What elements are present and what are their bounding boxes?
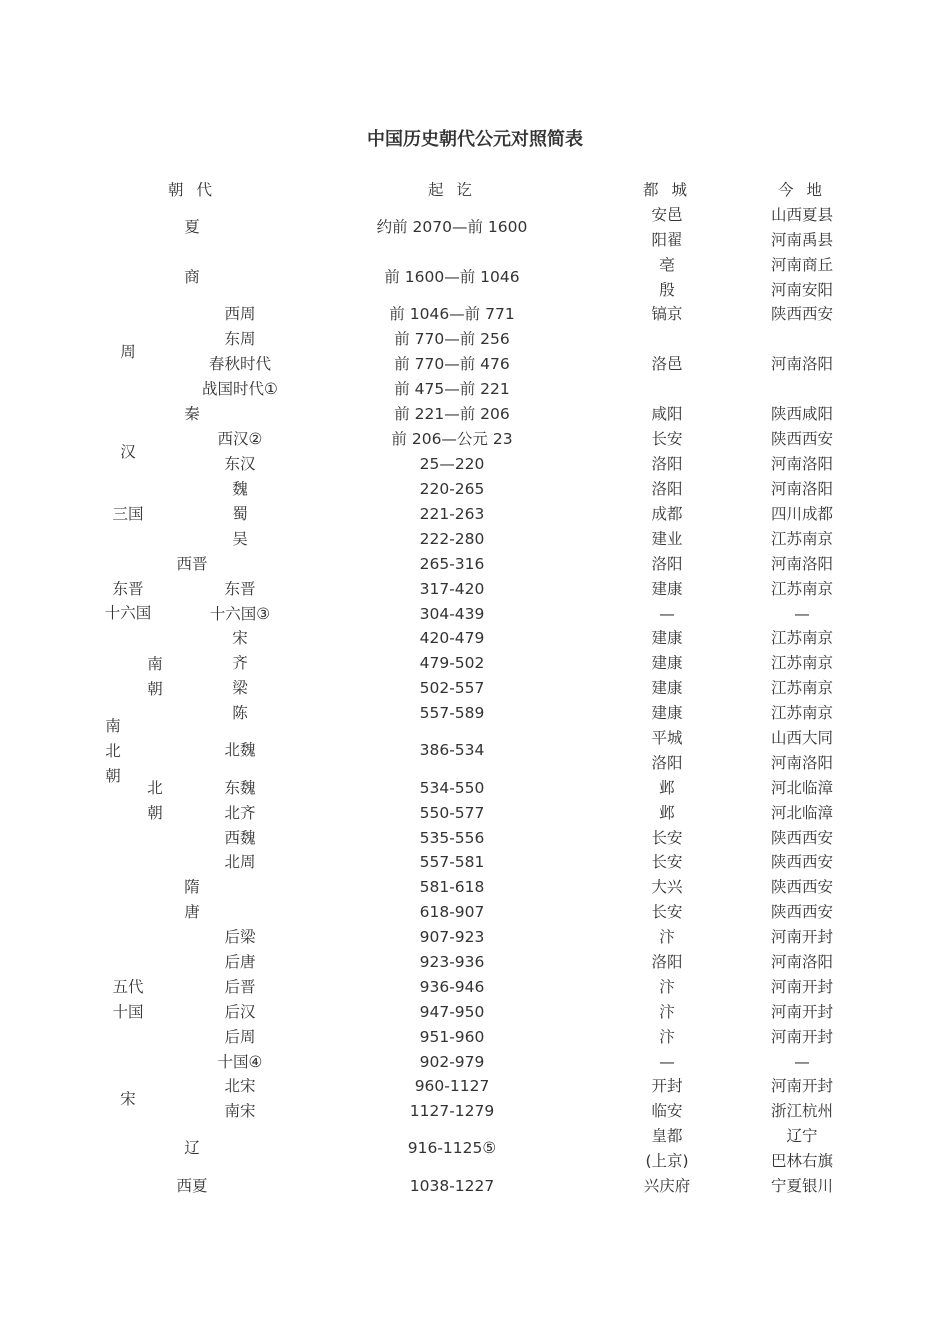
modern-location: 河南禹县 — [770, 230, 834, 249]
modern-location: 河南开封 — [770, 1077, 834, 1095]
dynasty-period: 947-950 — [419, 1003, 485, 1021]
capital-city: 邺 — [659, 804, 675, 822]
dynasty-period: 916-1125⑤ — [407, 1139, 497, 1157]
dynasty-name: 东汉 — [224, 455, 256, 473]
group-label-beichao-2: 朝 — [147, 804, 163, 822]
dynasty-period: 1038-1227 — [409, 1177, 495, 1195]
modern-location: 河南洛阳 — [770, 480, 834, 498]
modern-location: 江苏南京 — [770, 530, 834, 548]
dynasty-period: 581-618 — [419, 878, 485, 896]
capital-city: 长安 — [651, 853, 683, 871]
modern-location: 河北临漳 — [770, 804, 834, 822]
capital-city: — — [659, 1053, 675, 1071]
modern-location: — — [794, 1053, 810, 1071]
dynasty-period: 317-420 — [419, 580, 485, 598]
modern-location: 河北临漳 — [770, 779, 834, 797]
modern-location: 河南开封 — [770, 1003, 834, 1021]
capital-city: 长安 — [651, 903, 683, 921]
dynasty-period: 前 221—前 206 — [394, 405, 510, 423]
dynasty-period: 557-589 — [419, 704, 485, 722]
capital-city: 洛邑 — [651, 355, 683, 373]
capital-city: 临安 — [651, 1102, 683, 1120]
group-label-han: 汉 — [120, 443, 136, 461]
dynasty-name: 商 — [184, 268, 200, 286]
capital-city: 咸阳 — [651, 405, 683, 423]
capital-city: 镐京 — [651, 305, 683, 323]
capital-city: 建康 — [651, 704, 683, 722]
modern-location: 河南洛阳 — [770, 455, 834, 473]
capital-city: 皇都 — [651, 1126, 683, 1145]
dynasty-name: 宋 — [232, 629, 248, 647]
capital-city: 洛阳 — [651, 753, 683, 772]
dynasty-name: 西汉② — [217, 430, 263, 448]
dynasty-name: 战国时代① — [202, 380, 278, 398]
capital-city: 建康 — [651, 679, 683, 697]
group-label-wudai-2: 十国 — [112, 1003, 144, 1021]
capital-city: 大兴 — [651, 878, 683, 896]
dynasty-period: 502-557 — [419, 679, 485, 697]
dynasty-name: 东周 — [224, 330, 256, 348]
dynasty-period: 前 1046—前 771 — [389, 305, 515, 323]
dynasty-name: 西周 — [224, 305, 256, 323]
capital-city: 汴 — [659, 1028, 675, 1046]
dynasty-period: 前 1600—前 1046 — [384, 268, 520, 286]
capital-city: 建康 — [651, 629, 683, 647]
capital-city: 洛阳 — [651, 455, 683, 473]
dynasty-name: 后晋 — [224, 978, 256, 996]
header-dynasty: 朝 代 — [168, 181, 216, 199]
modern-location: 陕西西安 — [770, 903, 834, 921]
dynasty-name: 后唐 — [224, 953, 256, 971]
modern-location: 河南洛阳 — [770, 555, 834, 573]
group-label-nanbei-3: 朝 — [105, 767, 121, 785]
capital-city: 洛阳 — [651, 953, 683, 971]
group-label-song: 宋 — [120, 1090, 136, 1108]
modern-location: 河南商丘 — [770, 255, 834, 274]
group-label-nanbei-2: 北 — [105, 742, 121, 760]
capital-city: 汴 — [659, 1003, 675, 1021]
capital-city: — — [659, 605, 675, 623]
capital-city: 建康 — [651, 654, 683, 672]
dynasty-period: 550-577 — [419, 804, 485, 822]
dynasty-name: 北周 — [224, 853, 256, 871]
modern-location: 江苏南京 — [770, 704, 834, 722]
dynasty-name: 北魏 — [224, 741, 256, 759]
group-label-sanguo: 三国 — [112, 505, 144, 523]
capital-city: 洛阳 — [651, 480, 683, 498]
dynasty-period: 557-581 — [419, 853, 485, 871]
dynasty-period: 951-960 — [419, 1028, 485, 1046]
dynasty-period: 960-1127 — [414, 1077, 490, 1095]
dynasty-name: 陈 — [232, 704, 248, 722]
dynasty-period: 936-946 — [419, 978, 485, 996]
dynasty-name: 唐 — [184, 903, 200, 921]
dynasty-period: 265-316 — [419, 555, 485, 573]
group-label-beichao-1: 北 — [147, 779, 163, 797]
dynasty-name: 西晋 — [176, 555, 208, 573]
dynasty-name: 梁 — [232, 679, 248, 697]
dynasty-name: 秦 — [184, 405, 200, 423]
dynasty-name: 后汉 — [224, 1003, 256, 1021]
capital-city: (上京) — [645, 1151, 689, 1170]
group-label-zhou: 周 — [120, 343, 136, 361]
dynasty-period: 222-280 — [419, 530, 485, 548]
dynasty-period: 25—220 — [419, 455, 485, 473]
dynasty-name: 隋 — [184, 878, 200, 896]
dynasty-period: 386-534 — [419, 741, 485, 759]
dynasty-name: 南宋 — [224, 1102, 256, 1120]
modern-location: 陕西西安 — [770, 430, 834, 448]
modern-location: 浙江杭州 — [770, 1102, 834, 1120]
dynasty-period: 907-923 — [419, 928, 485, 946]
modern-location: 河南开封 — [770, 1028, 834, 1046]
dynasty-period: 618-907 — [419, 903, 485, 921]
dynasty-name: 北齐 — [224, 804, 256, 822]
dynasty-period: 前 206—公元 23 — [391, 430, 513, 448]
modern-location: 陕西咸阳 — [770, 405, 834, 423]
dynasty-name: 东晋 — [224, 580, 256, 598]
dynasty-name: 十国④ — [217, 1053, 263, 1071]
modern-location: 河南开封 — [770, 978, 834, 996]
group-label-wudai-1: 五代 — [112, 978, 144, 996]
group-label-shiliuguo: 十六国 — [104, 604, 152, 622]
capital-city: 成都 — [651, 505, 683, 523]
dynasty-period: 1127-1279 — [409, 1102, 495, 1120]
modern-location: 山西夏县 — [770, 205, 834, 224]
capital-city: 汴 — [659, 978, 675, 996]
header-capital: 都 城 — [643, 181, 691, 199]
capital-city: 阳翟 — [651, 230, 683, 249]
header-location: 今 地 — [778, 181, 826, 199]
dynasty-period: 479-502 — [419, 654, 485, 672]
dynasty-name: 齐 — [232, 654, 248, 672]
capital-city: 长安 — [651, 430, 683, 448]
capital-city: 安邑 — [651, 205, 683, 224]
dynasty-period: 902-979 — [419, 1053, 485, 1071]
dynasty-name: 后梁 — [224, 928, 256, 946]
dynasty-period: 420-479 — [419, 629, 485, 647]
capital-city: 亳 — [659, 255, 675, 274]
modern-location: 河南洛阳 — [770, 953, 834, 971]
group-label-nanbei-1: 南 — [105, 717, 121, 735]
dynasty-name: 魏 — [232, 480, 248, 498]
capital-city: 兴庆府 — [643, 1177, 691, 1195]
dynasty-period: 约前 2070—前 1600 — [376, 218, 528, 236]
modern-location: 江苏南京 — [770, 580, 834, 598]
modern-location: 河南开封 — [770, 928, 834, 946]
modern-location: 河南洛阳 — [770, 355, 834, 373]
dynasty-period: 前 770—前 476 — [394, 355, 510, 373]
dynasty-name: 夏 — [184, 218, 200, 236]
header-period: 起 讫 — [428, 181, 476, 199]
dynasty-period: 221-263 — [419, 505, 485, 523]
modern-location: 江苏南京 — [770, 629, 834, 647]
dynasty-period: 220-265 — [419, 480, 485, 498]
dynasty-name: 蜀 — [232, 505, 248, 523]
dynasty-name: 十六国③ — [209, 605, 271, 623]
dynasty-name: 东魏 — [224, 779, 256, 797]
modern-location: 巴林右旗 — [770, 1151, 834, 1170]
capital-city: 殷 — [659, 280, 675, 299]
dynasty-period: 304-439 — [419, 605, 485, 623]
modern-location: 宁夏银川 — [770, 1177, 834, 1195]
dynasty-name: 北宋 — [224, 1077, 256, 1095]
capital-city: 平城 — [651, 728, 683, 747]
dynasty-period: 前 770—前 256 — [394, 330, 510, 348]
capital-city: 开封 — [651, 1077, 683, 1095]
page-title: 中国历史朝代公元对照简表 — [367, 129, 583, 150]
dynasty-name: 西夏 — [176, 1177, 208, 1195]
modern-location: 陕西西安 — [770, 305, 834, 323]
capital-city: 长安 — [651, 829, 683, 847]
dynasty-period: 534-550 — [419, 779, 485, 797]
dynasty-name: 春秋时代 — [208, 355, 272, 373]
capital-city: 洛阳 — [651, 555, 683, 573]
group-label-nanchao-2: 朝 — [147, 680, 163, 698]
capital-city: 汴 — [659, 928, 675, 946]
modern-location: — — [794, 605, 810, 623]
modern-location: 陕西西安 — [770, 878, 834, 896]
modern-location: 辽宁 — [786, 1126, 818, 1145]
modern-location: 江苏南京 — [770, 654, 834, 672]
modern-location: 陕西西安 — [770, 829, 834, 847]
dynasty-name: 后周 — [224, 1028, 256, 1046]
dynasty-name: 辽 — [184, 1139, 200, 1157]
modern-location: 山西大同 — [770, 728, 834, 747]
dynasty-period: 923-936 — [419, 953, 485, 971]
group-label-dongjin: 东晋 — [112, 580, 144, 598]
capital-city: 建业 — [651, 530, 683, 548]
modern-location: 江苏南京 — [770, 679, 834, 697]
capital-city: 邺 — [659, 779, 675, 797]
dynasty-name: 西魏 — [224, 829, 256, 847]
dynasty-period: 前 475—前 221 — [394, 380, 510, 398]
group-label-nanchao-1: 南 — [147, 655, 163, 673]
dynasty-period: 535-556 — [419, 829, 485, 847]
dynasty-name: 吴 — [232, 530, 248, 548]
modern-location: 四川成都 — [770, 505, 834, 523]
modern-location: 河南洛阳 — [770, 753, 834, 772]
capital-city: 建康 — [651, 580, 683, 598]
modern-location: 陕西西安 — [770, 853, 834, 871]
modern-location: 河南安阳 — [770, 280, 834, 299]
